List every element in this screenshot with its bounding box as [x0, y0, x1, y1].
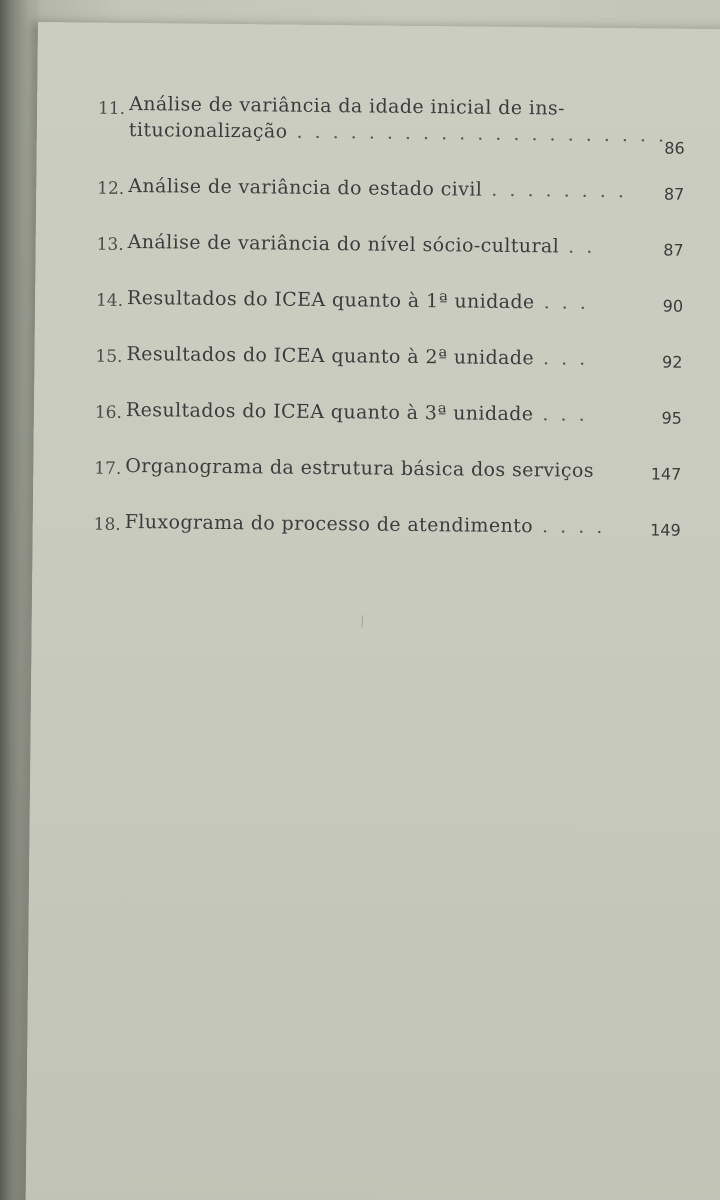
dot-leader: . .: [559, 235, 596, 258]
entry-number: 13.: [96, 234, 124, 255]
entry-page-number: 149: [650, 520, 681, 540]
entry-title: Resultados do ICEA quanto à 3ª unidade . . .: [125, 398, 588, 426]
paper-blemish: [362, 615, 363, 627]
entry-title: Fluxograma do processo de atendimento . . . .: [124, 510, 606, 538]
dot-leader: . . .: [533, 403, 588, 426]
entry-number: 12.: [97, 178, 125, 199]
dot-leader: . . .: [533, 347, 589, 370]
entry-number: 14.: [95, 290, 124, 311]
entry-title-continued: titucionalização . . . . . . . . . . . . . . . . . . . . .: [128, 118, 668, 147]
book-page: [25, 22, 720, 1200]
entry-number: 15.: [95, 346, 123, 367]
toc-entry-16: [81, 398, 682, 460]
entry-page-number: 95: [661, 408, 682, 428]
entry-page-number: 86: [664, 138, 685, 158]
toc-entry-13: [83, 230, 684, 292]
entry-title: Organograma da estrutura básica dos serviços: [125, 454, 595, 482]
entry-title: Análise de variância do nível sócio-cultural . .: [127, 230, 596, 258]
entry-number: 16.: [94, 402, 123, 423]
entry-page-number: 87: [663, 184, 685, 204]
toc-entry-11: [84, 92, 685, 180]
toc-entry-14: [83, 286, 684, 348]
entry-title: Resultados do ICEA quanto à 1ª unidade . . .: [127, 286, 589, 314]
entry-title: Análise de variância do estado civil . . . . . . . .: [128, 174, 628, 203]
toc-entry-15: [82, 342, 683, 404]
entry-number: 18.: [93, 514, 121, 535]
toc-entry-17: [81, 454, 682, 516]
entry-title: Análise de variância da idade inicial de ins-: [129, 92, 566, 120]
entry-number: 17.: [94, 458, 122, 479]
entry-title: Resultados do ICEA quanto à 2ª unidade . . .: [126, 342, 589, 370]
dot-leader: . . .: [534, 291, 589, 314]
entry-page-number: 90: [662, 296, 684, 316]
dot-leader: . . . . . . . .: [482, 178, 628, 203]
entry-page-number: 87: [663, 240, 684, 260]
entry-number: 11.: [97, 98, 126, 119]
toc-entry-18: [80, 510, 681, 572]
dot-leader: . . . .: [532, 515, 606, 538]
table-of-contents: [80, 92, 685, 572]
entry-page-number: 92: [662, 352, 683, 372]
dot-leader: . . . . . . . . . . . . . . . . . . . . .: [287, 120, 668, 147]
toc-entry-12: [84, 174, 685, 236]
entry-page-number: 147: [650, 464, 682, 484]
